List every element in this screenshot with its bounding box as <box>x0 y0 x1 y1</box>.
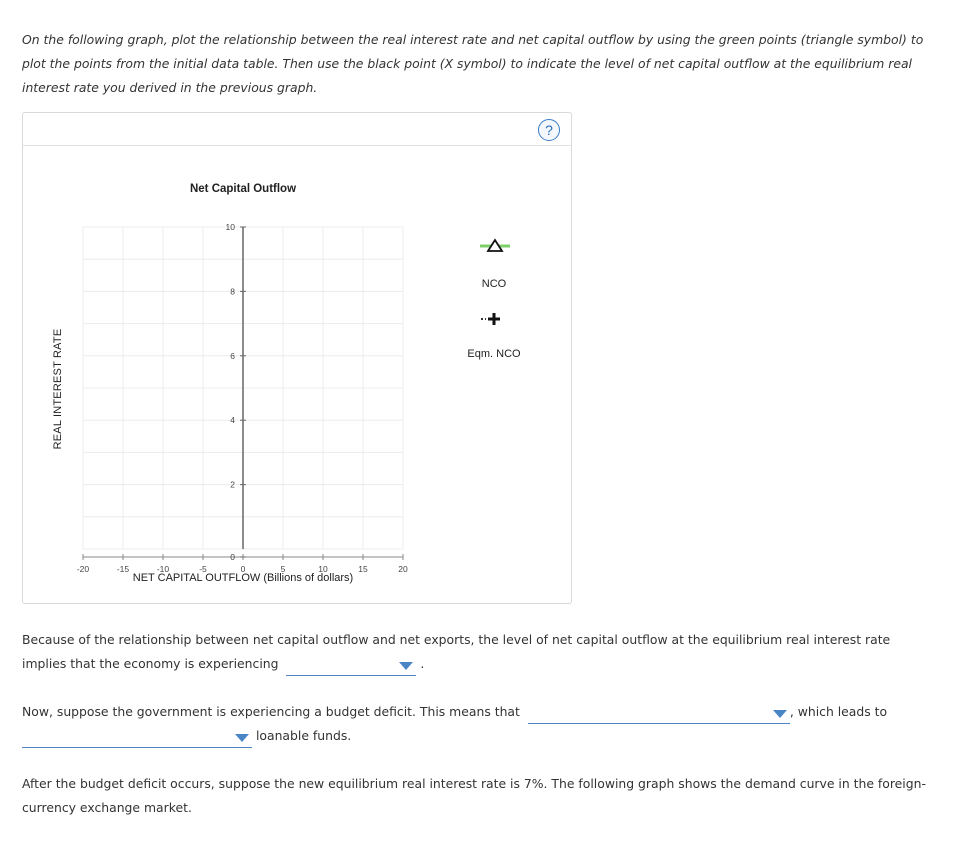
question-1-text: Because of the relationship between net capital outflow and net exports, the level of net capital outflow at the equilibrium real interest rate implies that the economy is experiencing <box>22 632 891 671</box>
y-tick-label: 8 <box>230 286 235 297</box>
y-tick-label: 10 <box>225 222 235 232</box>
y-tick-label: 4 <box>230 415 235 426</box>
x-tick-label: 0 <box>240 564 246 574</box>
chevron-down-icon <box>235 734 249 742</box>
x-tick-label: 10 <box>318 564 328 574</box>
chart-title: Net Capital Outflow <box>189 183 297 195</box>
y-tick-label: 2 <box>230 479 235 490</box>
help-icon[interactable]: ? <box>538 119 560 141</box>
q2-dropdown-1[interactable] <box>528 707 790 724</box>
y-tick-label: 0 <box>230 552 235 562</box>
axes <box>83 227 403 560</box>
x-axis-label: NET CAPITAL OUTFLOW (Billions of dollars) <box>132 572 354 584</box>
y-axis-label: REAL INTEREST RATE <box>52 328 64 450</box>
question-2-text-before: Now, suppose the government is experiencing a budget deficit. This means that <box>22 704 520 719</box>
chevron-down-icon <box>773 710 787 718</box>
tool-eqm-nco[interactable] <box>464 348 524 360</box>
intro-instructions: On the following graph, plot the relationship between the real interest rate and net capital outflow by using the green points (triangle symbol) to plot the points from the initial data table. Then use the black point (X symbol) to indicate the level of net capital outflow at the equilibrium real interest rate you derived in the previous graph. <box>22 32 924 95</box>
question-1 <box>22 628 927 676</box>
x-tick-label: -5 <box>199 564 207 574</box>
tool-eqm-nco-label: Eqm. NCO <box>467 348 521 360</box>
tool-nco[interactable] <box>464 278 524 290</box>
graph-panel <box>22 112 572 604</box>
tool-nco-label: NCO <box>481 278 507 290</box>
y-tick-label: 6 <box>230 350 235 361</box>
question-2-text-middle: , which leads to <box>789 704 888 719</box>
question-3: After the budget deficit occurs, suppose the new equilibrium real interest rate is 7%. The following graph shows the demand curve in the foreign-currency exchange market. <box>22 776 926 815</box>
x-tick-label: 15 <box>358 564 368 574</box>
question-2 <box>22 700 927 748</box>
x-tick-label: -10 <box>156 564 170 574</box>
q2-dropdown-2[interactable] <box>22 731 252 748</box>
question-1-period: . <box>420 656 425 671</box>
x-tick-label: 20 <box>398 564 408 574</box>
x-tick-label: -15 <box>116 564 130 574</box>
x-tick-label: -20 <box>76 564 90 574</box>
question-2-text-after: loanable funds. <box>255 728 352 743</box>
x-tick-label: 5 <box>280 564 286 574</box>
chevron-down-icon <box>399 662 413 670</box>
q1-dropdown[interactable] <box>286 659 416 676</box>
